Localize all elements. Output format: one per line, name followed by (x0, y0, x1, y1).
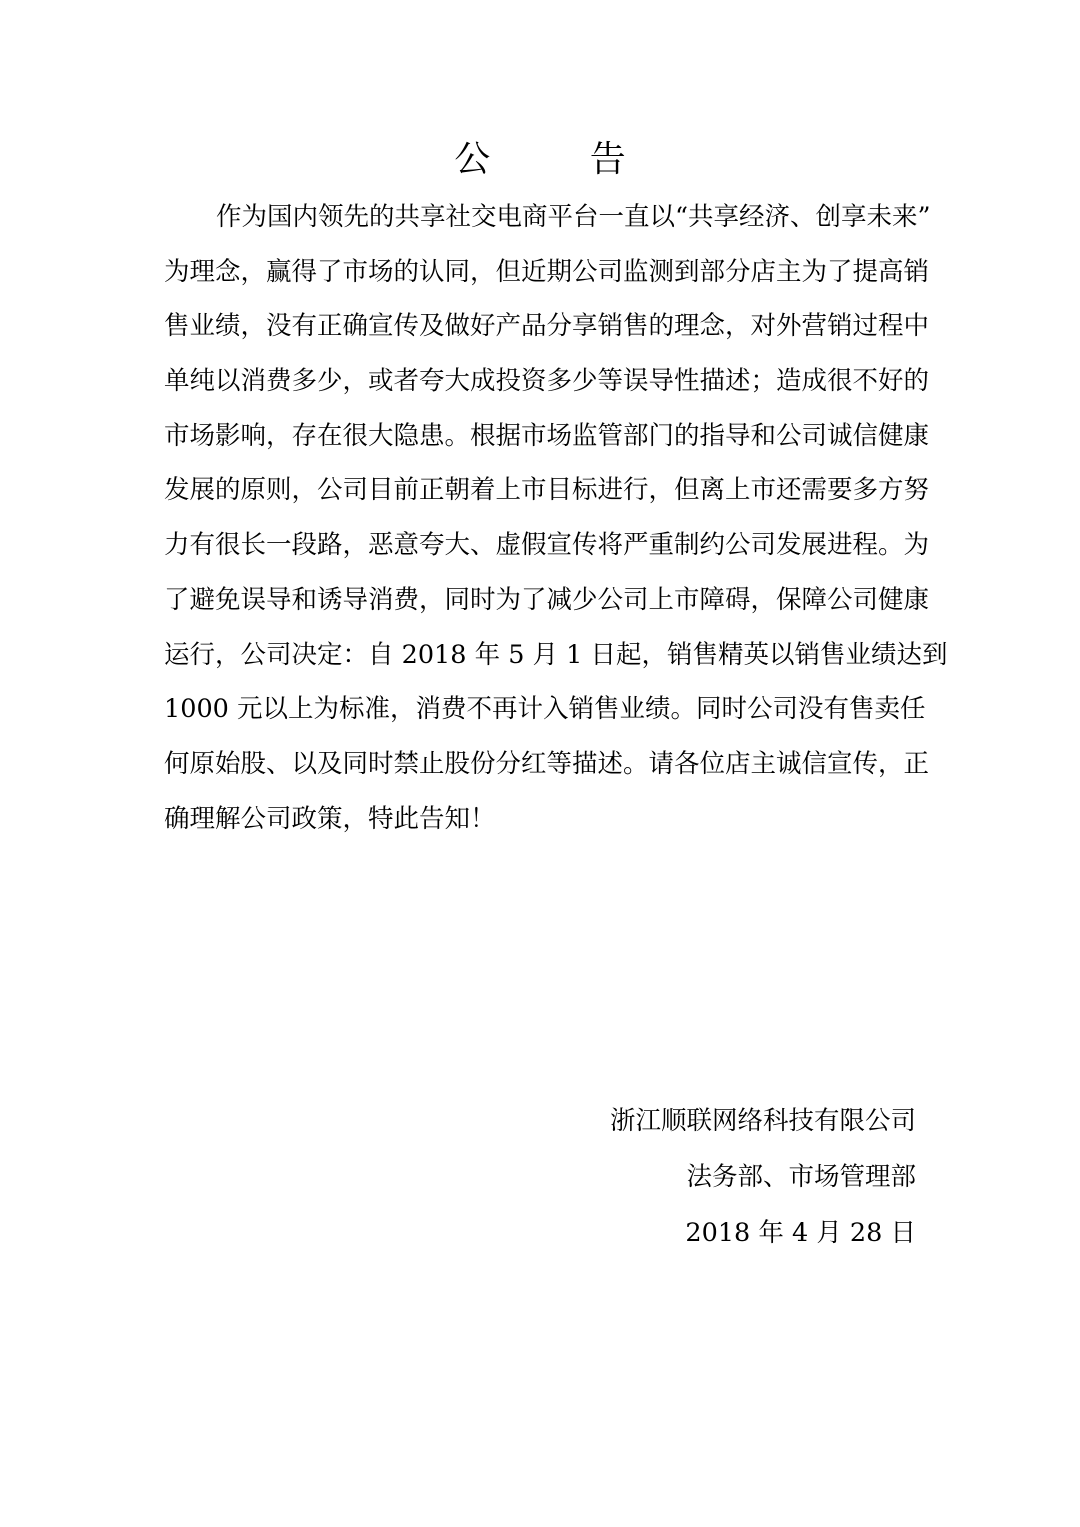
body-line: 1000 元以上为标准，消费不再计入销售业绩。同时公司没有售卖任 (164, 694, 926, 725)
body-line: 为理念，赢得了市场的认同，但近期公司监测到部分店主为了提高销 (164, 256, 930, 287)
department-names: 法务部、市场管理部 (686, 1162, 916, 1192)
signature-block (610, 1093, 916, 1261)
issue-date: 2018 年 4 月 28 日 (685, 1218, 916, 1248)
body-line: 售业绩，没有正确宣传及做好产品分享销售的理念，对外营销过程中 (164, 311, 930, 342)
company-name: 浙江顺联网络科技有限公司 (609, 1106, 916, 1136)
body-line: 了避免误导和诱导消费，同时为了减少公司上市障碍，保障公司健康 (164, 584, 930, 615)
body-line: 市场影响，存在很大隐患。根据市场监管部门的指导和公司诚信健康 (164, 420, 930, 451)
notice-body (164, 190, 948, 846)
body-line: 单纯以消费多少，或者夸大成投资多少等误导性描述；造成很不好的 (164, 366, 930, 397)
body-line: 发展的原则，公司目前正朝着上市目标进行，但离上市还需要多方努 (164, 475, 930, 506)
body-line: 运行，公司决定：自 2018 年 5 月 1 日起，销售精英以销售业绩达到 (164, 639, 948, 670)
body-line: 力有很长一段路，恶意夸大、虚假宣传将严重制约公司发展进程。为 (164, 530, 930, 561)
body-line: 作为国内领先的共享社交电商平台一直以“共享经济、创享未来” (216, 202, 931, 232)
body-line: 何原始股、以及同时禁止股份分红等描述。请各位店主诚信宣传，正 (164, 748, 930, 779)
body-line: 确理解公司政策，特此告知！ (164, 803, 496, 834)
page-title: 公 告 (454, 139, 670, 180)
